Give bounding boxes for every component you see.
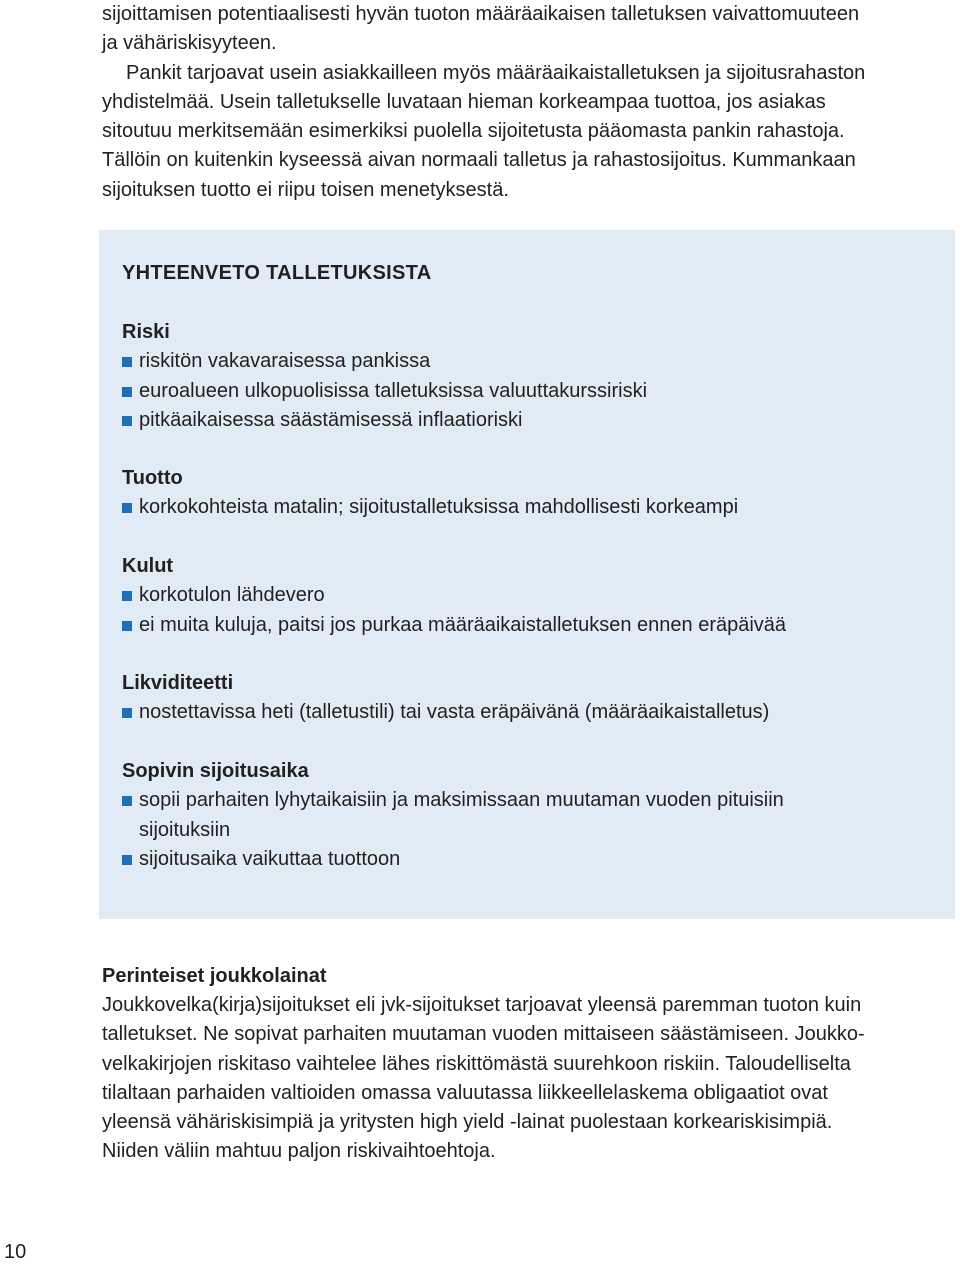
bullet-list [122,581,942,640]
square-bullet-icon [122,591,132,601]
bullet-list [122,786,942,874]
list-item-text: sopii parhaiten lyhytaikaisiin ja maksimissaan muutaman vuoden pituisiin [139,789,784,812]
list-item-text: nostettavissa heti (talletustili) tai vasta eräpäivänä (määräaikaistalletus) [139,701,770,724]
text-line: Joukkovelka(kirja)sijoitukset eli jvk-sijoitukset tarjoavat yleensä paremman tuoton kuin [102,994,862,1016]
square-bullet-icon [122,416,132,426]
list-item-text: korkokohteista matalin; sijoitustalletuksissa mahdollisesti korkeampi [139,496,739,519]
list-item-text: euroalueen ulkopuolisissa talletuksissa valuuttakurssiriski [139,379,648,402]
list-item [122,698,942,727]
list-item-text: pitkäaikaisessa säästämisessä inflaatioriski [139,408,523,431]
list-item [122,845,942,874]
summary-section-likviditeetti [122,669,942,728]
section-heading: Likviditeetti [122,672,234,694]
section-heading: Sopivin sijoitusaika [122,760,309,782]
summary-section-riski [122,318,942,435]
text-line: ja vähäriskisyyteen. [102,32,277,55]
summary-section-sijoitusaika [122,757,942,874]
list-item-text: riskitön vakavaraisessa pankissa [139,350,431,373]
list-item [122,347,942,376]
square-bullet-icon [122,621,132,631]
square-bullet-icon [122,855,132,865]
section-heading: Riski [122,321,170,343]
square-bullet-icon [122,357,132,367]
bullet-list [122,698,942,727]
text-line: talletukset. Ne sopivat parhaiten muutaman vuoden mittaiseen säästämiseen. Joukko- [102,1023,865,1046]
list-item [122,377,942,406]
list-item-text: sijoitusaika vaikuttaa tuottoon [139,847,401,870]
summary-title: YHTEENVETO TALLETUKSISTA [122,262,432,284]
text-line: Tällöin on kuitenkin kyseessä aivan normaali talletus ja rahastosijoitus. Kummankaan [102,149,856,172]
list-item [122,406,942,435]
list-item [122,786,942,845]
page-number: 10 [4,1241,27,1263]
square-bullet-icon [122,708,132,718]
list-item [122,611,942,640]
text-line: velkakirjojen riskitaso vaihtelee lähes riskittömästä suurehkoon riskiin. Taloudelliselta [102,1052,851,1075]
summary-section-kulut [122,552,942,640]
joukkolainat-paragraph [102,991,952,1167]
list-item-text: korkotulon lähdevero [139,584,325,607]
section-heading: Kulut [122,555,174,577]
list-item [122,493,942,522]
bullet-list [122,347,942,435]
bullet-list [122,493,942,522]
summary-box [99,230,955,919]
text-line: tilaltaan parhaiden valtioiden omassa valuutassa liikkeellelaskema obligaatiot ovat [102,1081,828,1104]
section-heading-joukkolainat: Perinteiset joukkolainat [102,965,327,987]
text-line: sijoittamisen potentiaalisesti hyvän tuoton määräaikaisen talletuksen vaivattomuuteen [102,3,860,25]
text-line: Pankit tarjoavat usein asiakkailleen myös määräaikaistalletuksen ja sijoitusrahaston [126,61,866,84]
square-bullet-icon [122,503,132,513]
text-line: sitoutuu merkitsemään esimerkiksi puolella sijoitetusta pääomasta pankin rahastoja. [102,120,845,143]
list-item-text: ei muita kuluja, paitsi jos purkaa määräaikaistalletuksen ennen eräpäivää [139,613,787,636]
intro-paragraph [102,0,952,205]
list-item-text: sijoituksiin [139,818,231,841]
section-heading: Tuotto [122,467,183,489]
text-line: yhdistelmää. Usein talletukselle luvataan hieman korkeampaa tuottoa, jos asiakas [102,90,826,113]
list-item [122,581,942,610]
text-line: yleensä vähäriskisimpiä ja yritysten high yield -lainat puolestaan korkeariskisimpiä. [102,1111,833,1134]
summary-section-tuotto [122,464,942,523]
square-bullet-icon [122,796,132,806]
text-line: sijoituksen tuotto ei riipu toisen menetyksestä. [102,178,509,201]
text-line: Niiden väliin mahtuu paljon riskivaihtoehtoja. [102,1140,496,1163]
square-bullet-icon [122,387,132,397]
